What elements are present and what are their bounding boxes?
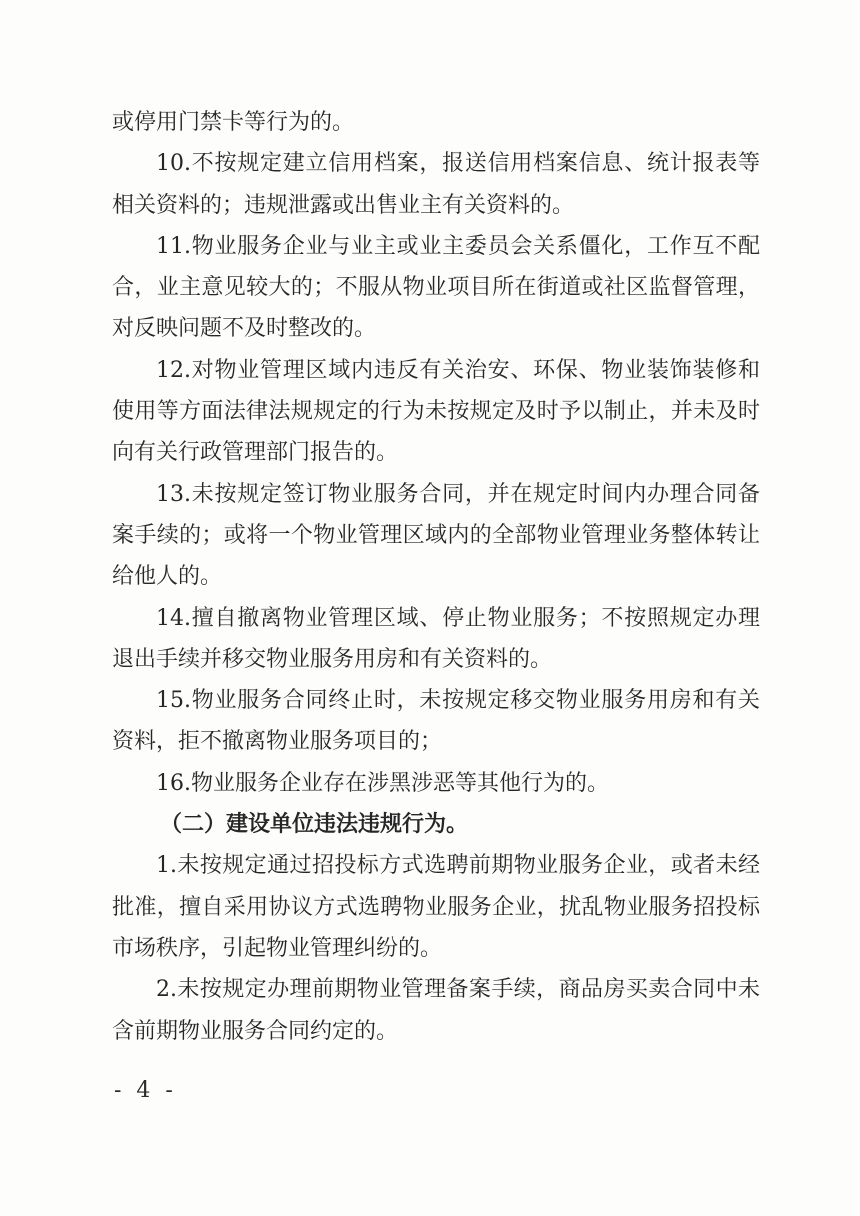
paragraph-item-16: 16.物业服务企业存在涉黑涉恶等其他行为的。 — [156, 770, 609, 796]
paragraph-item-15: 15.物业服务合同终止时，未按规定移交物业服务用房和有关资料，拒不撤离物业服务项目的； — [112, 688, 760, 755]
paragraph-item-2: 2.未按规定办理前期物业管理备案手续，商品房买卖合同中未含前期物业服务合同约定的。 — [112, 977, 760, 1044]
document-body — [112, 102, 760, 1052]
paragraph-item-14: 14.擅自撤离物业管理区域、停止物业服务；不按照规定办理退出手续并移交物业服务用房和有关资料的。 — [112, 605, 760, 672]
paragraph-item-12: 12.对物业管理区域内违反有关治安、环保、物业装饰装修和使用等方面法律法规规定的行为未按规定及时予以制止，并未及时向有关行政管理部门报告的。 — [112, 357, 760, 466]
paragraph-item-1: 1.未按规定通过招投标方式选聘前期物业服务企业，或者未经批准，擅自采用协议方式选聘物业服务企业，扰乱物业服务招投标市场秩序，引起物业管理纠纷的。 — [112, 853, 760, 961]
paragraph-item-10: 10.不按规定建立信用档案，报送信用档案信息、统计报表等相关资料的；违规泄露或出售业主有关资料的。 — [112, 151, 760, 218]
page-number: - 4 - — [114, 1078, 177, 1103]
paragraph-item-11: 11.物业服务企业与业主或业主委员会关系僵化，工作互不配合，业主意见较大的；不服从物业项目所在街道或社区监督管理，对反映问题不及时整改的。 — [112, 233, 760, 342]
paragraph-item-13: 13.未按规定签订物业服务合同，并在规定时间内办理合同备案手续的；或将一个物业管理区域内的全部物业管理业务整体转让给他人的。 — [112, 481, 760, 590]
paragraph-continuation: 或停用门禁卡等行为的。 — [112, 110, 355, 135]
section-heading: （二）建设单位违法违规行为。 — [160, 812, 469, 838]
